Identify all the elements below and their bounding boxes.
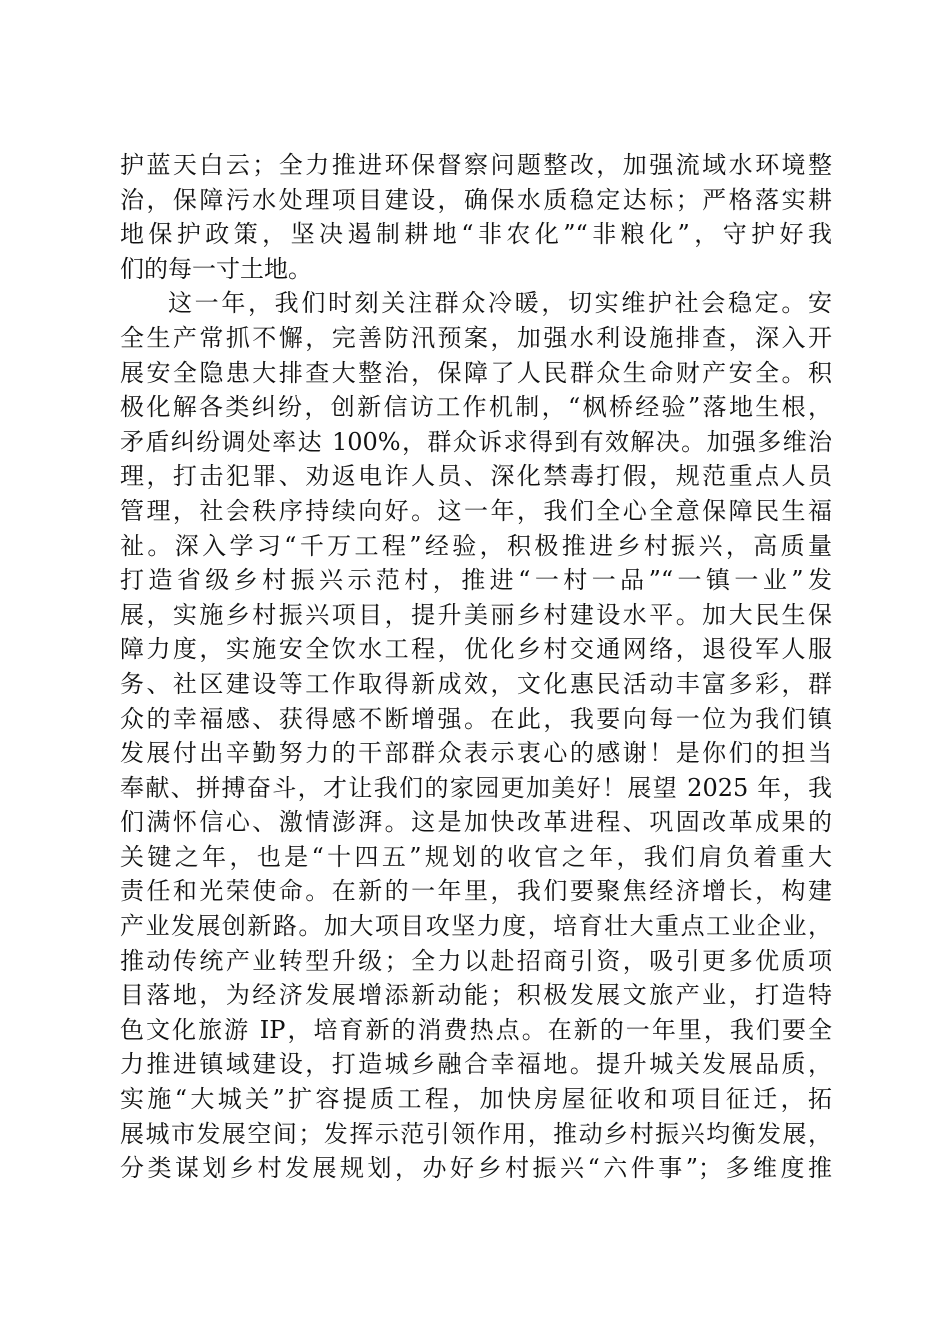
body-text (120, 148, 832, 1186)
text-line: 力推进镇域建设，打造城乡融合幸福地。提升城关发展品质， (120, 1050, 832, 1079)
text-line: 展，实施乡村振兴项目，提升美丽乡村建设水平。加大民生保 (120, 600, 832, 629)
text-line: 关键之年，也是“十四五”规划的收官之年，我们肩负着重大 (120, 842, 832, 871)
text-line: 治，保障污水处理项目建设，确保水质稳定达标；严格落实耕 (120, 185, 832, 214)
text-line: 展城市发展空间；发挥示范引领作用，推动乡村振兴均衡发展， (120, 1119, 832, 1148)
text-line: 地保护政策，坚决遏制耕地“非农化”“非粮化”，守护好我 (120, 220, 832, 249)
text-line: 展安全隐患大排查大整治，保障了人民群众生命财产安全。积 (120, 358, 832, 387)
text-line: 众的幸福感、获得感不断增强。在此，我要向每一位为我们镇 (120, 704, 832, 733)
text-line: 发展付出辛勤努力的干部群众表示衷心的感谢！是你们的担当 (120, 739, 832, 768)
text-line: 产业发展创新路。加大项目攻坚力度，培育壮大重点工业企业， (120, 912, 832, 941)
text-line: 障力度，实施安全饮水工程，优化乡村交通网络，退役军人服 (120, 635, 832, 664)
text-line: 极化解各类纠纷，创新信访工作机制，“枫桥经验”落地生根， (120, 393, 832, 422)
text-line: 奉献、拼搏奋斗，才让我们的家园更加美好！展望 2025 年，我 (120, 773, 832, 802)
text-line: 矛盾纠纷调处率达 100%，群众诉求得到有效解决。加强多维治 (120, 427, 832, 456)
text-line: 目落地，为经济发展增添新动能；积极发展文旅产业，打造特 (120, 981, 832, 1010)
text-line: 们满怀信心、激情澎湃。这是加快改革进程、巩固改革成果的 (120, 808, 832, 837)
text-line: 实施“大城关”扩容提质工程，加快房屋征收和项目征迁，拓 (120, 1085, 832, 1114)
text-line: 们的每一寸土地。 (120, 254, 312, 283)
text-line: 管理，社会秩序持续向好。这一年，我们全心全意保障民生福 (120, 496, 832, 525)
text-line: 祉。深入学习“千万工程”经验，积极推进乡村振兴，高质量 (120, 531, 832, 560)
text-line: 务、社区建设等工作取得新成效，文化惠民活动丰富多彩，群 (120, 669, 832, 698)
text-line: 全生产常抓不懈，完善防汛预案，加强水利设施排查，深入开 (120, 323, 832, 352)
text-line: 色文化旅游 IP，培育新的消费热点。在新的一年里，我们要全 (120, 1015, 832, 1044)
text-line: 理，打击犯罪、劝返电诈人员、深化禁毒打假，规范重点人员 (120, 462, 832, 491)
text-line: 打造省级乡村振兴示范村，推进“一村一品”“一镇一业”发 (120, 566, 832, 595)
text-line: 责任和光荣使命。在新的一年里，我们要聚焦经济增长，构建 (120, 877, 832, 906)
paragraph-first-line: 这一年，我们时刻关注群众冷暖，切实维护社会稳定。安 (168, 289, 832, 318)
text-line: 护蓝天白云；全力推进环保督察问题整改，加强流域水环境整 (120, 151, 832, 179)
text-line: 推动传统产业转型升级；全力以赴招商引资，吸引更多优质项 (120, 946, 832, 975)
text-line: 分类谋划乡村发展规划，办好乡村振兴“六件事”；多维度推 (120, 1154, 832, 1183)
